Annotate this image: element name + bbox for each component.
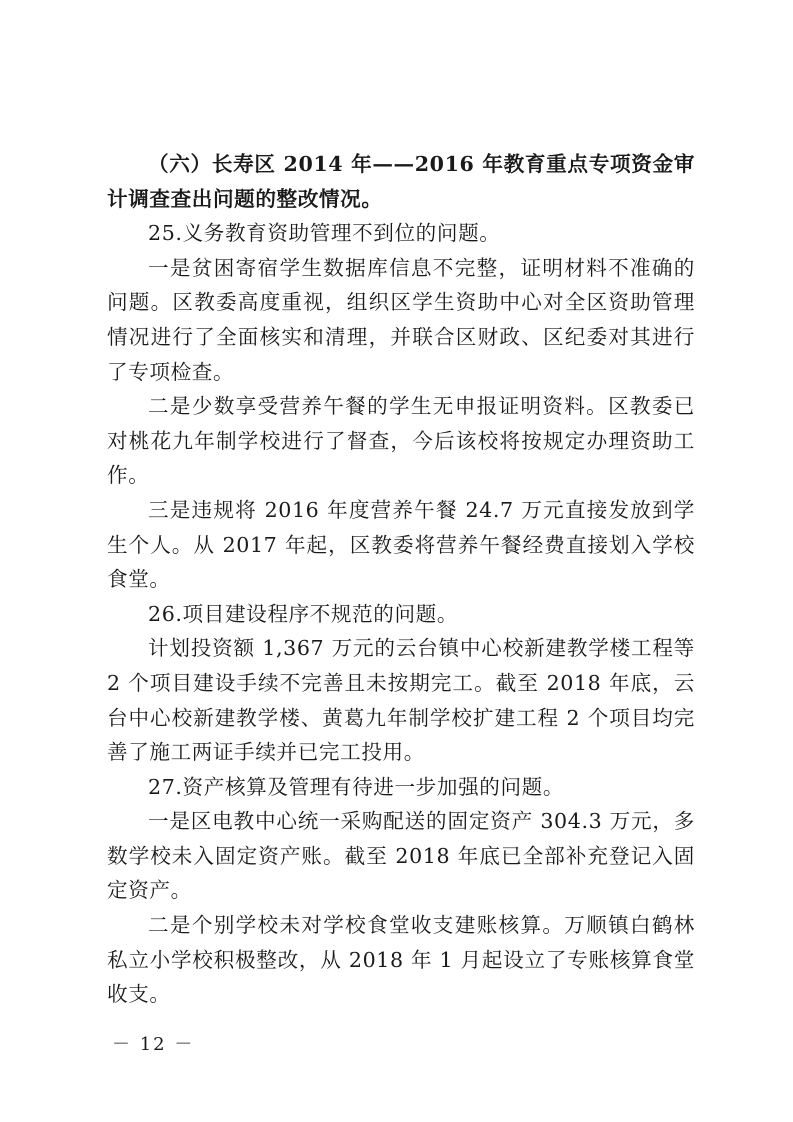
page-number: － 12 － (112, 1034, 195, 1055)
paragraph-25-3: 三是违规将 2016 年度营养午餐 24.7 万元直接发放到学生个人。从 2017 年起，区教委将营养午餐经费直接划入学校食堂。 (107, 497, 695, 592)
paragraph-26-1: 计划投资额 1,367 万元的云台镇中心校新建教学楼工程等 2 个项目建设手续不完善且未按期完工。截至 2018 年底，云台中心校新建教学楼、黄葛九年制学校扩建工程 2 个项目均完善了施工两证手续并已完工投用。 (107, 636, 695, 765)
section-heading: （六）长寿区 2014 年——2016 年教育重点专项资金审计调查查出问题的整改情况。 (107, 152, 695, 211)
issue-title-25: 25.义务教育资助管理不到位的问题。 (148, 221, 501, 246)
issue-title-27: 27.资产核算及管理有待进一步加强的问题。 (148, 774, 565, 799)
paragraph-27-1: 一是区电教中心统一采购配送的固定资产 304.3 万元，多数学校未入固定资产账。截至 2018 年底已全部补充登记入固定资产。 (107, 809, 695, 903)
paragraph-27-2: 二是个别学校未对学校食堂收支建账核算。万顺镇白鹤林私立小学校积极整改，从 2018 年 1 月起设立了专账核算食堂收支。 (107, 913, 695, 1007)
document-body (107, 147, 695, 1012)
issue-title-26: 26.项目建设程序不规范的问题。 (148, 601, 459, 626)
paragraph-25-2: 二是少数享受营养午餐的学生无申报证明资料。区教委已对桃花九年制学校进行了督查，今后该校将按规定办理资助工作。 (107, 394, 695, 488)
paragraph-25-1: 一是贫困寄宿学生数据库信息不完整，证明材料不准确的问题。区教委高度重视，组织区学生资助中心对全区资助管理情况进行了全面核实和清理，并联合区财政、区纪委对其进行了专项检查。 (107, 255, 695, 384)
